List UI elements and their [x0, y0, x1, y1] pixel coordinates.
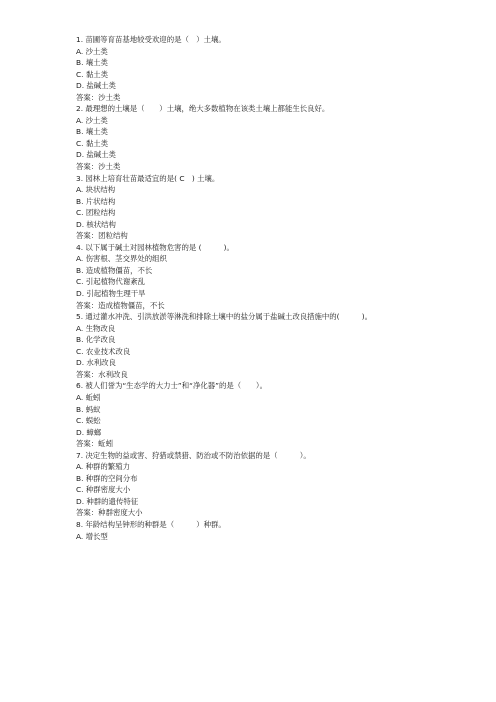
q6-option-c: C. 蜈蚣	[76, 416, 101, 426]
q5-option-c: C. 农业技术改良	[76, 346, 131, 356]
q7-option-c: C. 种群密度大小	[76, 485, 131, 495]
q1-option-c: C. 黏土类	[76, 69, 109, 79]
q2-option-a: A. 沙土类	[76, 115, 108, 125]
q6-option-a: A. 蚯蚓	[76, 392, 101, 402]
q4-answer: 答案：造成植物僵苗，不长	[76, 300, 165, 310]
q7-answer: 答案：种群密度大小	[76, 508, 143, 518]
q1-option-b: B. 壤土类	[76, 58, 108, 68]
q3-option-a: A. 块状结构	[76, 185, 116, 195]
question-2: 2. 最理想的土壤是（ ）土壤，绝大多数植物在该类土壤上都能生长良好。	[76, 104, 330, 114]
q1-option-d: D. 盐碱土类	[76, 81, 116, 91]
q4-option-b: B. 造成植物僵苗，不长	[76, 265, 153, 275]
q5-option-a: A. 生物改良	[76, 323, 116, 333]
question-5: 5. 通过灌水冲洗、引洪放淤等淋洗和排除土壤中的盐分属于盐碱土改良措施中的( )。	[76, 312, 373, 322]
question-8: 8. 年龄结构呈钟形的种群是（ ）种群。	[76, 519, 226, 529]
q2-option-b: B. 壤土类	[76, 127, 108, 137]
question-6: 6. 被人们誉为“生态学的大力士”和“净化器”的是（ ）。	[76, 381, 268, 391]
q3-option-c: C. 团粒结构	[76, 208, 116, 218]
q8-option-a: A. 增长型	[76, 531, 108, 541]
q3-option-b: B. 片状结构	[76, 196, 116, 206]
q1-answer: 答案：沙土类	[76, 92, 121, 102]
question-7: 7. 决定生物的益或害、狩猎或禁猎、防治或不防治依据的是（ ）。	[76, 450, 311, 460]
q4-option-d: D. 引起植物生理干旱	[76, 289, 146, 299]
question-1: 1. 苗圃等育苗基地较受欢迎的是（ ）土壤。	[76, 35, 226, 44]
question-3: 3. 园林上培育壮苗最适宜的是( C ) 土壤。	[76, 173, 220, 183]
q2-answer: 答案：沙土类	[76, 162, 121, 172]
q6-option-d: D. 蟑螂	[76, 427, 102, 437]
q2-option-d: D. 盐碱土类	[76, 150, 116, 160]
q3-option-d: D. 核状结构	[76, 219, 116, 229]
question-4: 4. 以下属于碱土对园林植物危害的是 ( )。	[76, 242, 234, 252]
q6-option-b: B. 蚂蚁	[76, 404, 101, 414]
document-page	[76, 34, 476, 542]
q7-option-b: B. 种群的空间分布	[76, 473, 138, 483]
q4-option-a: A. 伤害根、茎交界处的组织	[76, 254, 167, 264]
q7-option-a: A. 种群的繁殖力	[76, 462, 130, 472]
q2-option-c: C. 黏土类	[76, 138, 109, 148]
q7-option-d: D. 种群的遗传特征	[76, 496, 139, 506]
q3-answer: 答案：团粒结构	[76, 231, 128, 241]
q6-answer: 答案：蚯蚓	[76, 439, 113, 449]
q5-answer: 答案：水利改良	[76, 369, 128, 379]
q5-option-d: D. 水利改良	[76, 358, 116, 368]
q5-option-b: B. 化学改良	[76, 335, 116, 345]
q4-option-c: C. 引起植物代谢紊乱	[76, 277, 145, 287]
q1-option-a: A. 沙土类	[76, 46, 108, 56]
